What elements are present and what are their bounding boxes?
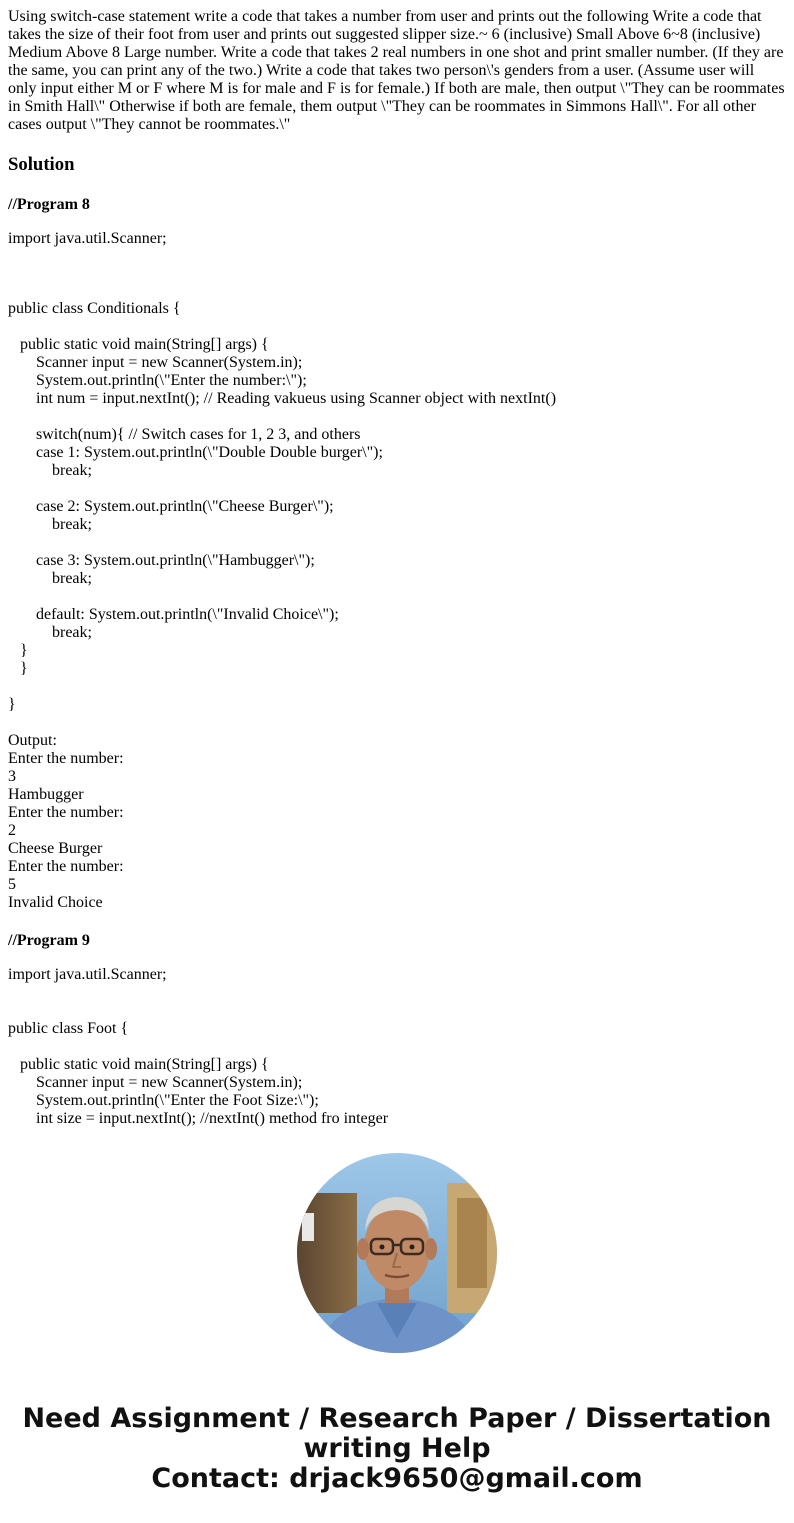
question-text: Using switch-case statement write a code that takes a number from user and prints out the following Write a code that takes the size of their foot from user and prints out suggested slipper size.~ 6 (inclusive) Small Above 6~8 (inclusive) Medium Above 8 Large number. Write a code that takes 2 real numbers in one shot and print smaller number. (If they are the same, you can print any of the two.) Write a code that takes two person\'s genders from a user. (Assume user will only input either M or F where M is for male and F is for female.) If both are male, then output \"They can be roommates in Smith Hall\" Otherwise if both are female, them output \"They can be roommates in Simmons Hall\". For all other cases output \"They cannot be roommates.\": [8, 8, 785, 133]
footer-contact: Contact: drjack9650@gmail.com: [151, 1463, 643, 1494]
footer-line-1: Need Assignment / Research Paper / Dissertation: [22, 1403, 772, 1434]
footer-line-2: writing Help: [303, 1433, 491, 1464]
program9-import: import java.util.Scanner;: [8, 966, 167, 983]
document: [8, 8, 786, 1128]
program8-output: Output: Enter the number: 3 Hambugger Enter the number: 2 Cheese Burger Enter the number: 5 Invalid Choice: [8, 732, 124, 911]
program9-heading: //Program 9: [8, 932, 90, 949]
program8-import: import java.util.Scanner;: [8, 230, 167, 247]
program8-heading: //Program 8: [8, 196, 90, 213]
program8-code: public class Conditionals { public static void main(String[] args) { Scanner input = new Scanner(System.in); System.out.println(\"Enter the number:\"); int num = input.nextInt(); // Reading vakueus using Scanner object with nextInt() switch(num){ // Switch cases for 1, 2 3, and others case 1: System.out.println(\"Double Double burger\"); break; case 2: System.out.println(\"Cheese Burger\"); break; case 3: System.out.println(\"Hambugger\"); break; default: System.out.println(\"Invalid Choice\"); break; } } }: [8, 300, 557, 713]
solution-heading: Solution: [8, 154, 75, 175]
author-photo-image: [297, 1153, 497, 1353]
program9-code: public class Foot { public static void main(String[] args) { Scanner input = new Scanner(System.in); System.out.println(\"Enter the Foot Size:\"); int size = input.nextInt(); //nextInt() method fro integer: [8, 1020, 389, 1127]
author-avatar: [297, 1153, 497, 1353]
footer-banner: [0, 1404, 794, 1494]
